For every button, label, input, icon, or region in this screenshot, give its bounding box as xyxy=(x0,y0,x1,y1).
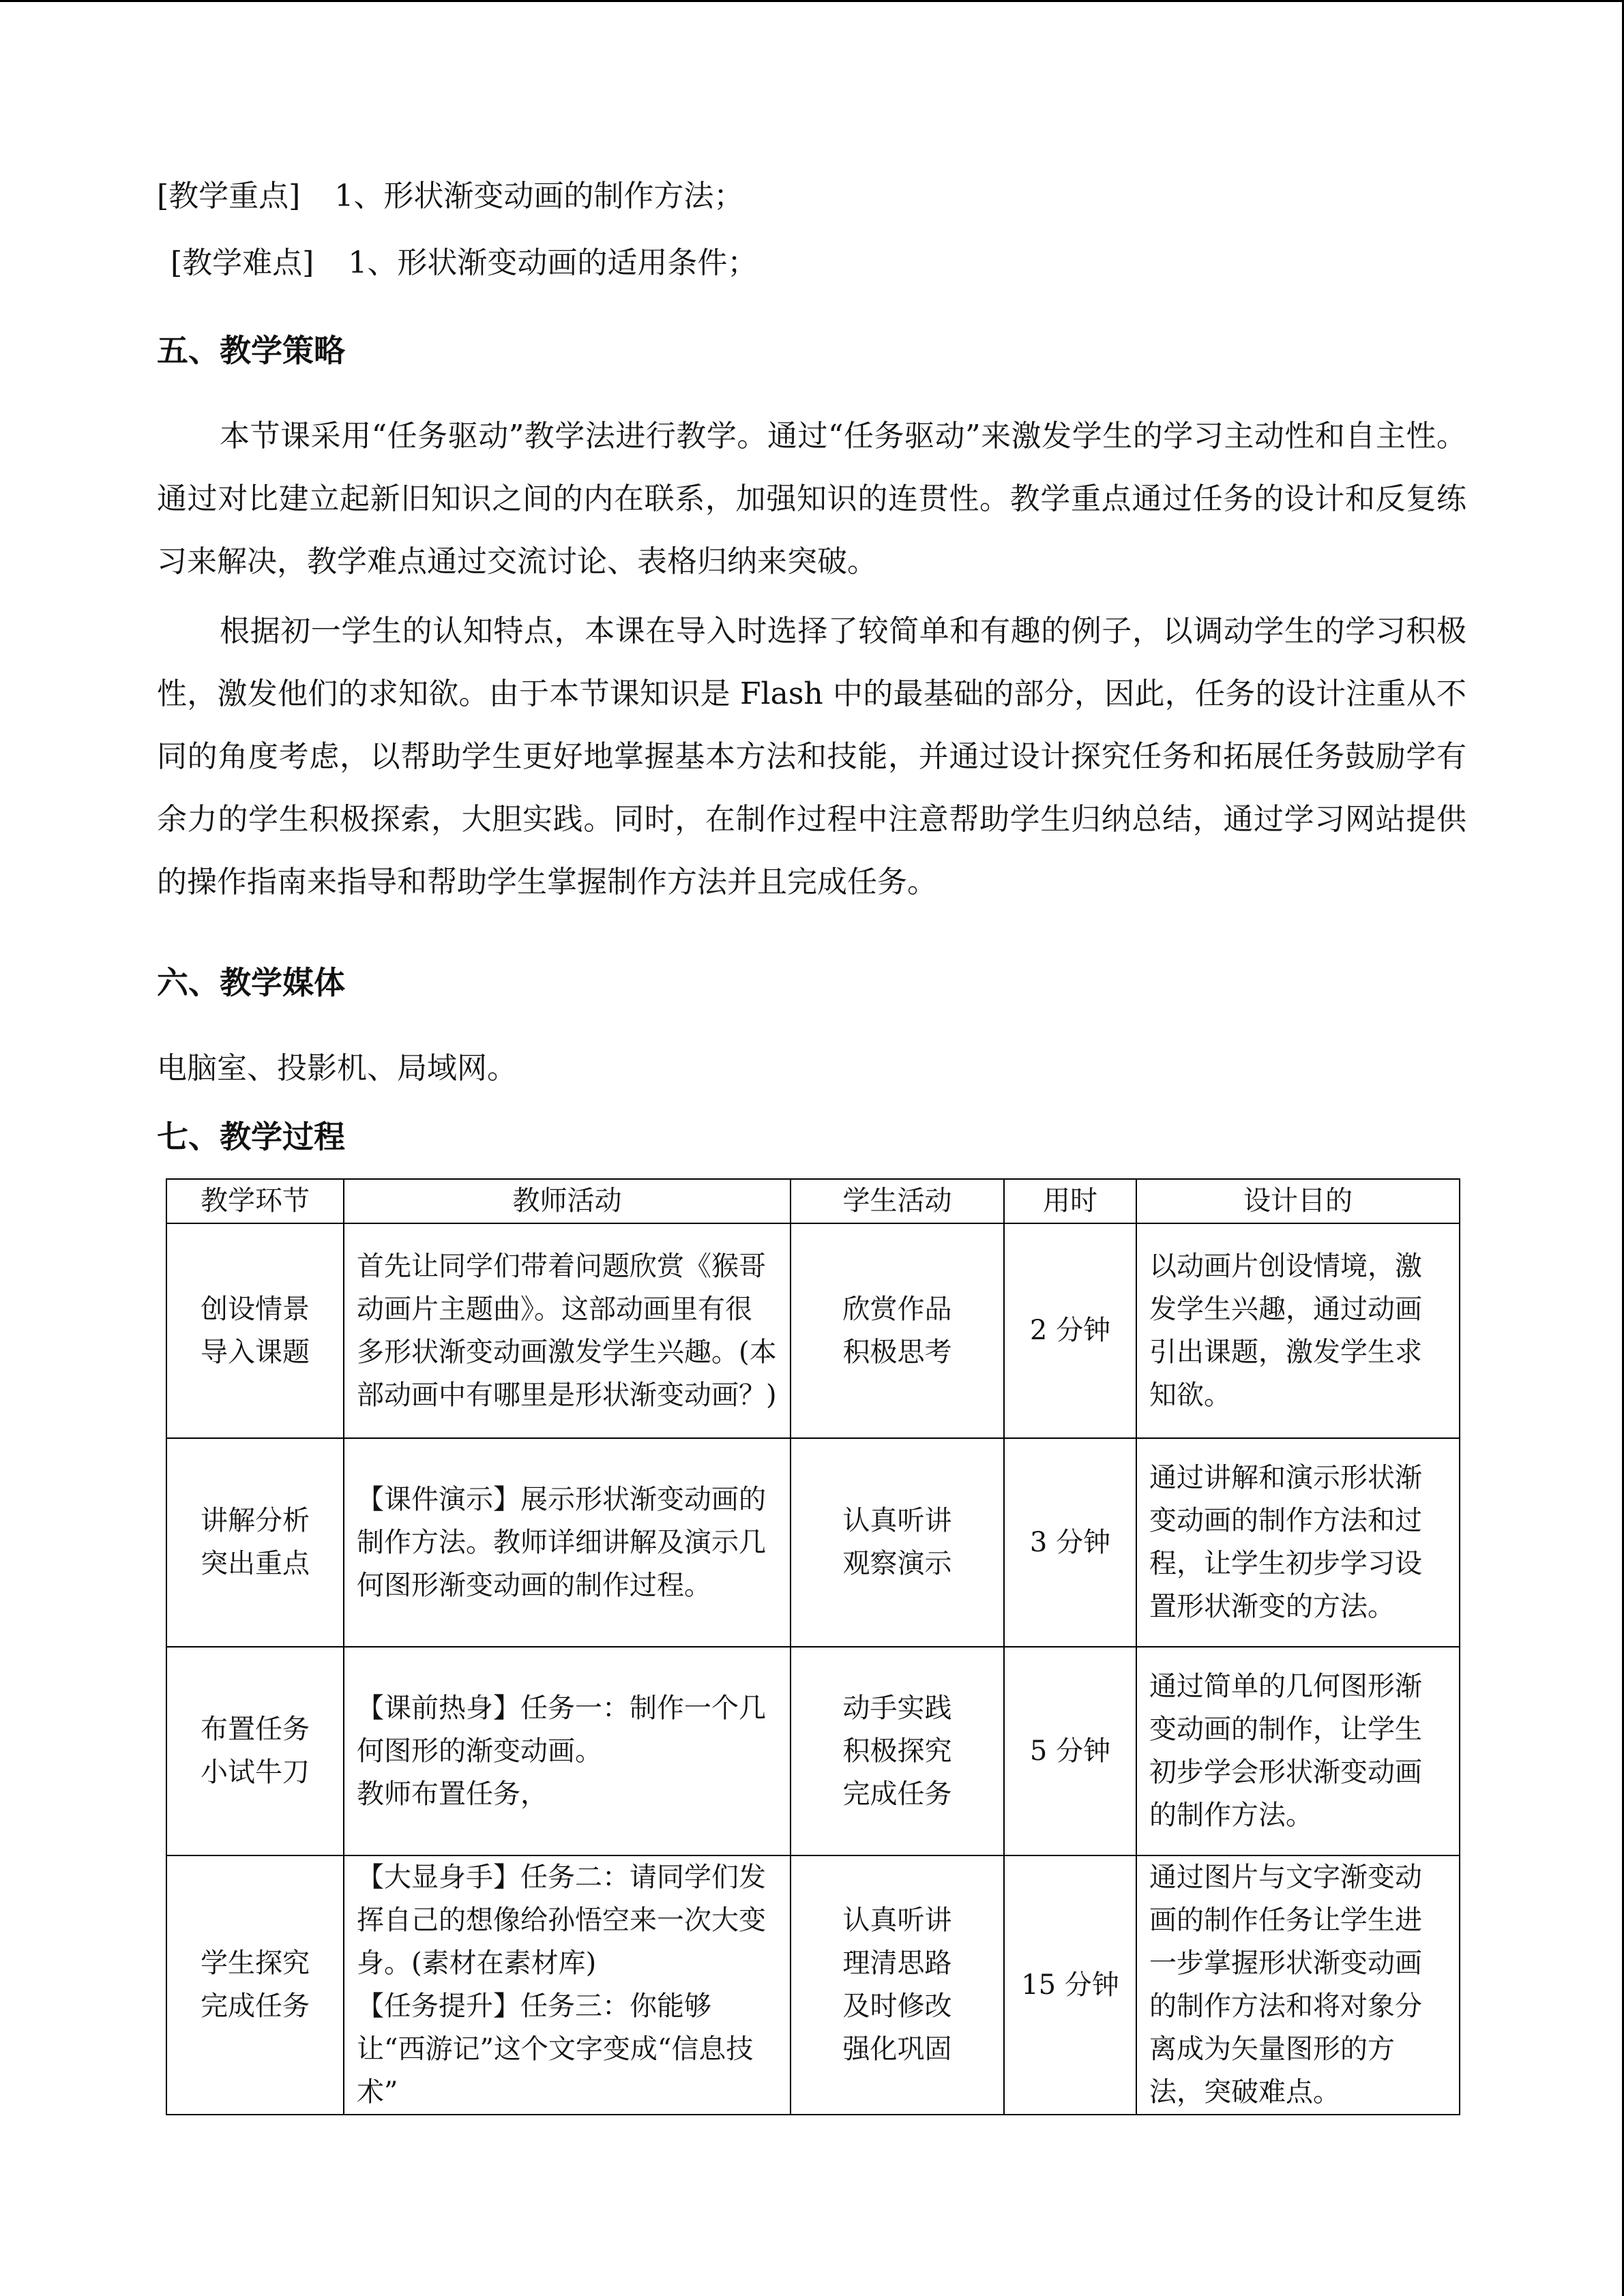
col-header-teacher: 教师活动 xyxy=(344,1179,791,1223)
table-row xyxy=(166,1223,1460,1438)
table-header-row xyxy=(166,1179,1460,1223)
difficult-point-line xyxy=(171,245,757,281)
purpose-cell: 通过讲解和演示形状渐变动画的制作方法和过程，让学生初步学习设置形状渐变的方法。 xyxy=(1136,1438,1460,1647)
col-header-time: 用时 xyxy=(1004,1179,1136,1223)
stage-cell: 创设情景 导入课题 xyxy=(166,1223,344,1438)
time-cell: 3 分钟 xyxy=(1004,1438,1136,1647)
process-table xyxy=(166,1178,1460,2115)
strategy-paragraph-1: 本节课采用“任务驱动”教学法进行教学。通过“任务驱动”来激发学生的学习主动性和自主性。通过对比建立起新旧知识之间的内在联系，加强知识的连贯性。教学重点通过任务的设计和反复练习来解决，教学难点通过交流讨论、表格归纳来突破。 xyxy=(157,419,1466,579)
student-cell: 认真听讲 观察演示 xyxy=(791,1438,1004,1647)
stage-cell: 学生探究 完成任务 xyxy=(166,1855,344,2115)
table-row xyxy=(166,1438,1460,1647)
student-cell: 认真听讲 理清思路 及时修改 强化巩固 xyxy=(791,1855,1004,2115)
table-row xyxy=(166,1855,1460,2115)
key-point-line xyxy=(157,179,743,214)
stage-cell: 布置任务 小试牛刀 xyxy=(166,1647,344,1855)
section-5-heading: 五、教学策略 xyxy=(157,332,345,369)
time-cell: 15 分钟 xyxy=(1004,1855,1136,2115)
teacher-cell: 【课前热身】任务一：制作一个几何图形的渐变动画。 教师布置任务， xyxy=(344,1647,791,1855)
time-cell: 2 分钟 xyxy=(1004,1223,1136,1438)
table-row xyxy=(166,1647,1460,1855)
time-cell: 5 分钟 xyxy=(1004,1647,1136,1855)
purpose-cell: 通过图片与文字渐变动画的制作任务让学生进一步掌握形状渐变动画的制作方法和将对象分离成为矢量图形的方法，突破难点。 xyxy=(1136,1855,1460,2115)
media-text: 电脑室、投影机、局域网。 xyxy=(157,1051,517,1086)
col-header-stage: 教学环节 xyxy=(166,1179,344,1223)
teacher-cell: 【大显身手】任务二：请同学们发挥自己的想像给孙悟空来一次大变身。(素材在素材库) 【任务提升】任务三：你能够让“西游记”这个文字变成“信息技术” xyxy=(344,1855,791,2115)
purpose-cell: 通过简单的几何图形渐变动画的制作，让学生初步学会形状渐变动画的制作方法。 xyxy=(1136,1647,1460,1855)
student-cell: 欣赏作品 积极思考 xyxy=(791,1223,1004,1438)
difficult-point-text: 1、形状渐变动画的适用条件； xyxy=(348,245,758,280)
key-point-label: [教学重点] xyxy=(157,179,301,213)
student-cell: 动手实践 积极探究 完成任务 xyxy=(791,1647,1004,1855)
purpose-cell: 以动画片创设情境，激发学生兴趣，通过动画引出课题，激发学生求知欲。 xyxy=(1136,1223,1460,1438)
section-7-heading: 七、教学过程 xyxy=(157,1118,345,1155)
section-6-heading: 六、教学媒体 xyxy=(157,964,345,1001)
stage-cell: 讲解分析 突出重点 xyxy=(166,1438,344,1647)
teacher-cell: 【课件演示】展示形状渐变动画的制作方法。教师详细讲解及演示几何图形渐变动画的制作过程。 xyxy=(344,1438,791,1647)
difficult-point-label: [教学难点] xyxy=(171,245,314,280)
col-header-purpose: 设计目的 xyxy=(1136,1179,1460,1223)
col-header-student: 学生活动 xyxy=(791,1179,1004,1223)
strategy-paragraph-2: 根据初一学生的认知特点，本课在导入时选择了较简单和有趣的例子，以调动学生的学习积极性，激发他们的求知欲。由于本节课知识是 Flash 中的最基础的部分，因此，任务的设计注重从不同的角度考虑，以帮助学生更好地掌握基本方法和技能，并通过设计探究任务和拓展任务鼓励学有余力的学生积极探索，大胆实践。同时，在制作过程中注意帮助学生归纳总结，通过学习网站提供的操作指南来指导和帮助学生掌握制作方法并且完成任务。 xyxy=(157,614,1466,899)
key-point-text: 1、形状渐变动画的制作方法； xyxy=(334,179,744,213)
teacher-cell: 首先让同学们带着问题欣赏《猴哥 动画片主题曲》。这部动画里有很多形状渐变动画激发学生兴趣。(本部动画中有哪里是形状渐变动画？) xyxy=(344,1223,791,1438)
